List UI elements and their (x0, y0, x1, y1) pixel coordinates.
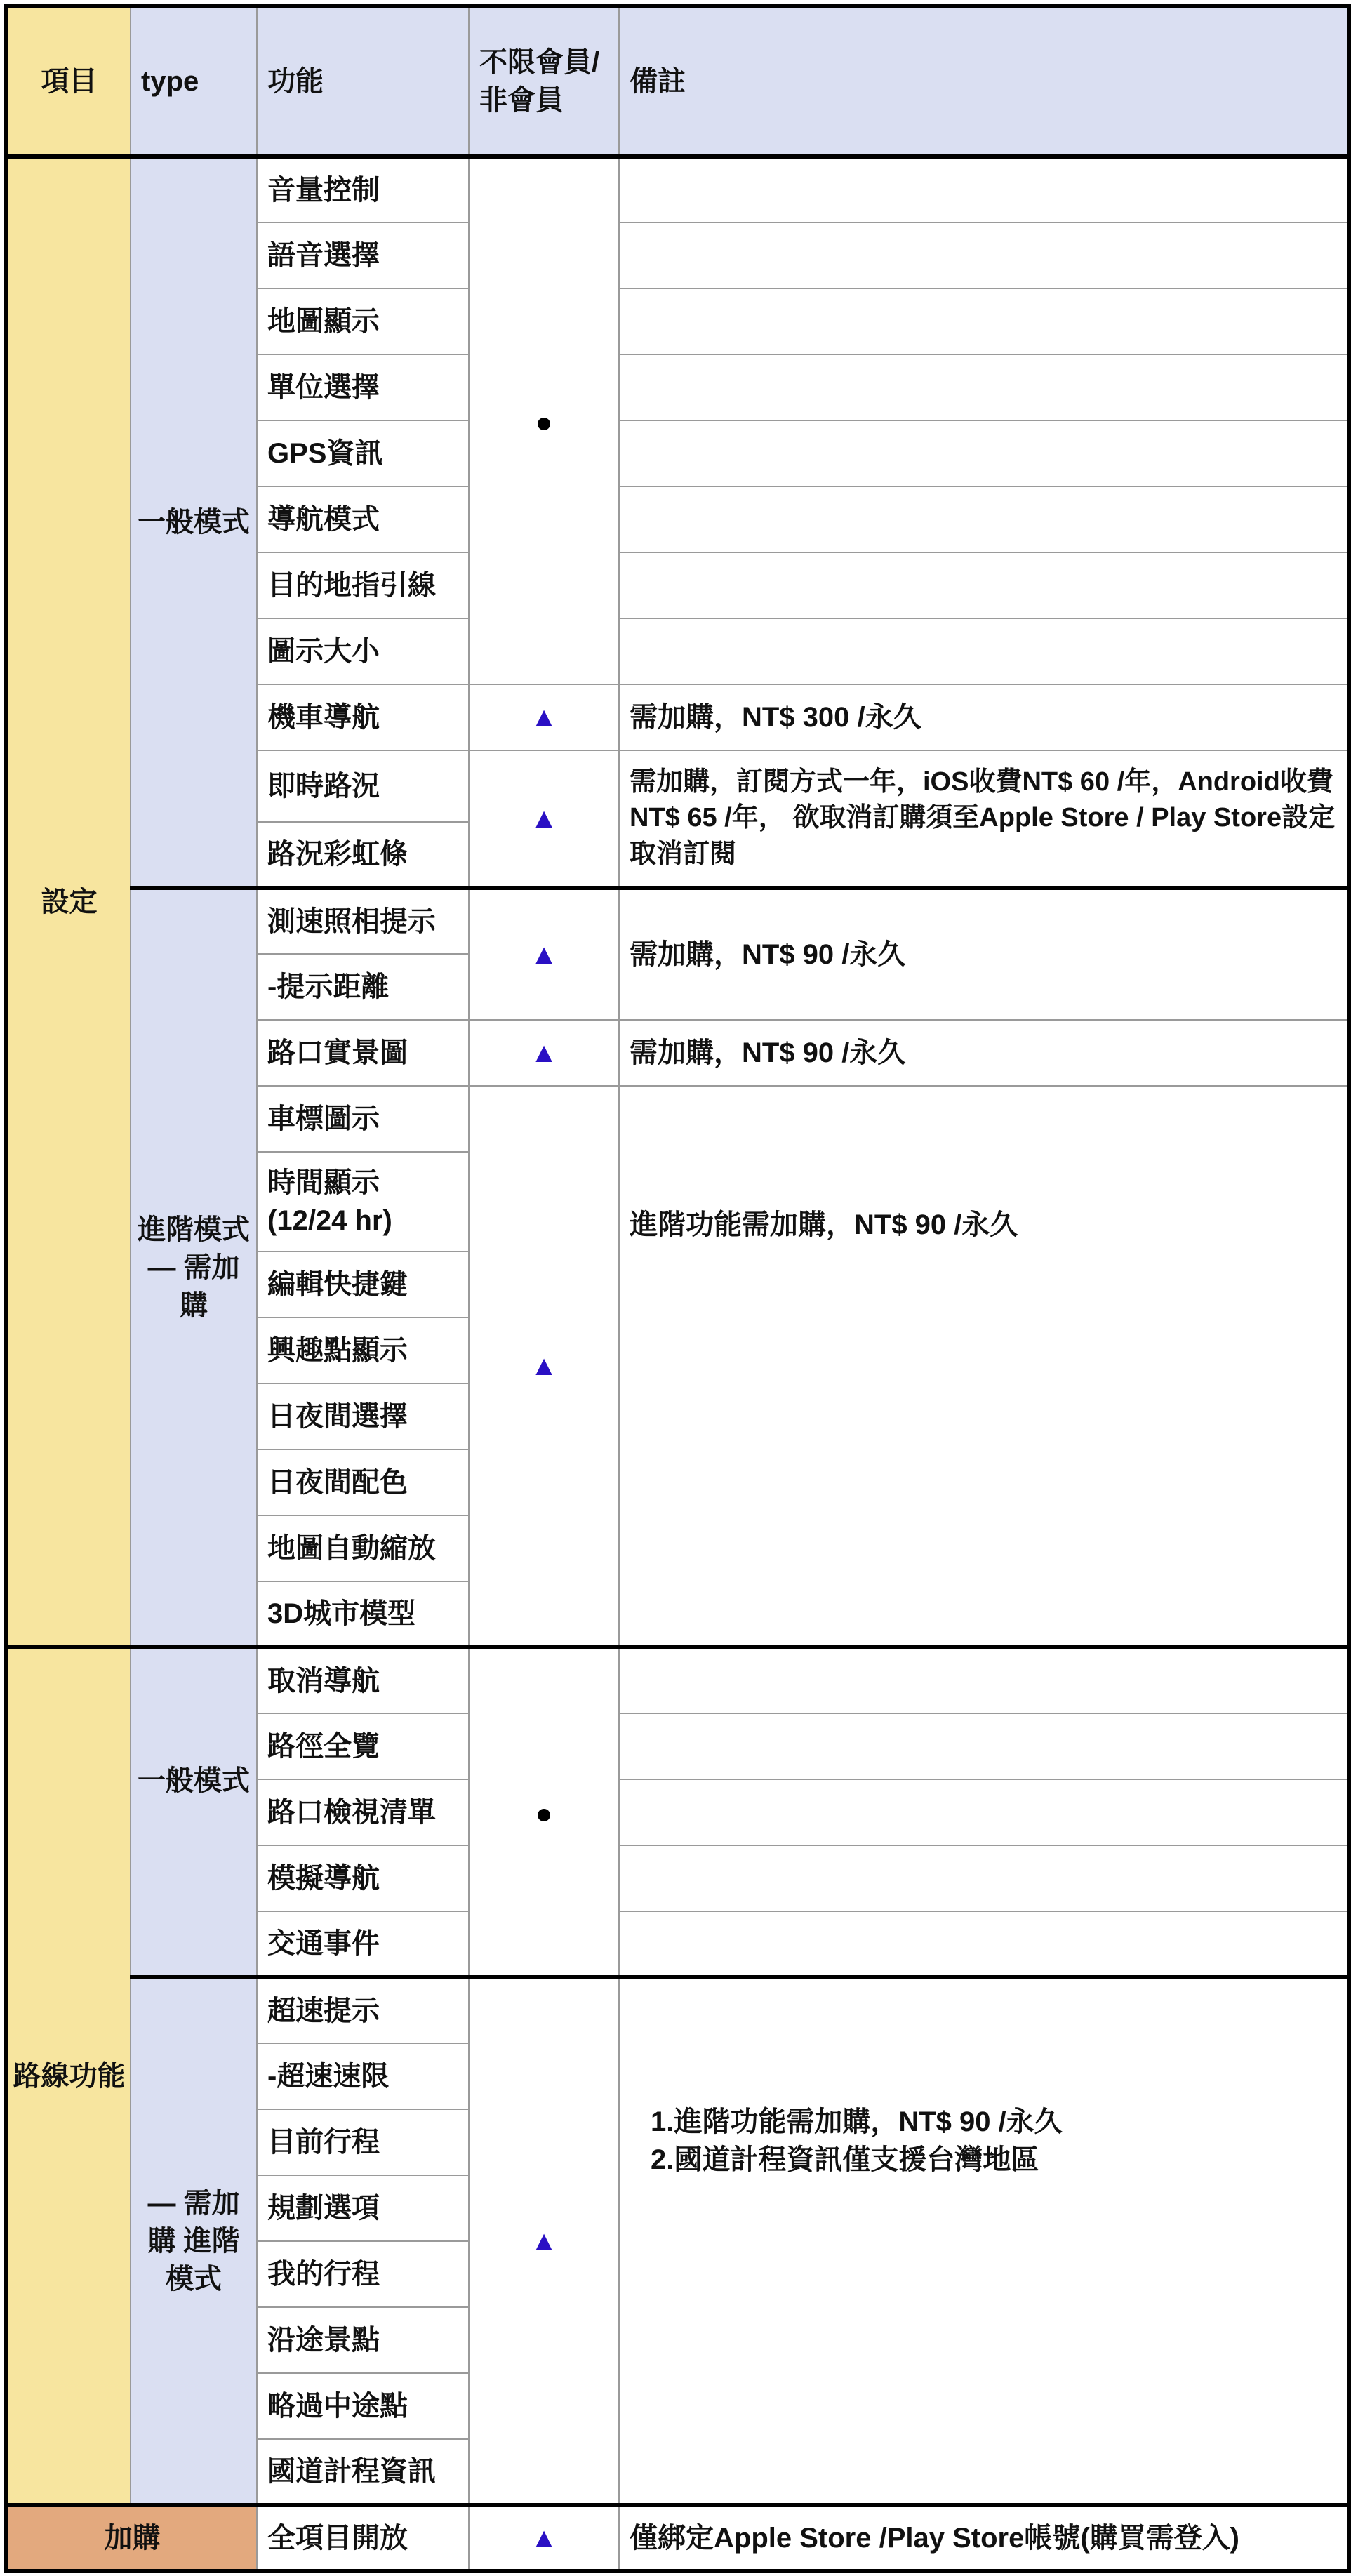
notes-cell (619, 157, 1349, 223)
addon-triangle-icon: ▲ (530, 939, 558, 970)
membership-cell (469, 1020, 619, 1086)
notes-cell (619, 1779, 1349, 1845)
notes-cell (619, 486, 1349, 552)
feature-cell: -提示距離 (257, 954, 469, 1020)
addon-triangle-icon: ▲ (530, 1350, 558, 1381)
type-route-general: 一般模式 (131, 1647, 257, 1977)
addon-triangle-icon: ▲ (530, 1037, 558, 1068)
feature-cell: 語音選擇 (257, 223, 469, 288)
category-route: 路線功能 (6, 1647, 131, 2505)
feature-cell: -超速速限 (257, 2043, 469, 2109)
header-notes: 備註 (619, 6, 1349, 157)
feature-cell: 日夜間配色 (257, 1449, 469, 1515)
feature-comparison-table (4, 4, 1351, 2573)
table-row (6, 888, 1349, 954)
feature-cell: 導航模式 (257, 486, 469, 552)
feature-cell: 音量控制 (257, 157, 469, 223)
notes-cell (619, 354, 1349, 420)
feature-cell: 規劃選項 (257, 2175, 469, 2241)
notes-cell: 需加購，NT$ 90 /永久 (619, 888, 1349, 1020)
feature-cell: 超速提示 (257, 1977, 469, 2043)
table-row (6, 1977, 1349, 2043)
feature-cell: 目的地指引線 (257, 552, 469, 618)
notes-cell (619, 552, 1349, 618)
feature-cell: 略過中途點 (257, 2373, 469, 2439)
type-settings-general: 一般模式 (131, 157, 257, 888)
included-dot-icon (538, 1809, 550, 1821)
feature-cell: 交通事件 (257, 1911, 469, 1977)
addon-triangle-icon: ▲ (530, 2523, 558, 2554)
feature-cell: 單位選擇 (257, 354, 469, 420)
feature-cell: 3D城市模型 (257, 1581, 469, 1647)
feature-cell: 圖示大小 (257, 618, 469, 684)
membership-cell (469, 1977, 619, 2505)
header-membership: 不限會員/非會員 (469, 6, 619, 157)
notes-cell (619, 1977, 1349, 2505)
membership-cell (469, 684, 619, 750)
membership-cell (469, 1086, 619, 1647)
feature-cell: 日夜間選擇 (257, 1383, 469, 1449)
feature-cell: 地圖顯示 (257, 288, 469, 354)
notes-cell (619, 1845, 1349, 1911)
header-item: 項目 (6, 6, 131, 157)
header-feature: 功能 (257, 6, 469, 157)
route-note-line-2: 2.國道計程資訊僅支援台灣地區 (651, 2144, 1039, 2175)
membership-cell (469, 888, 619, 1020)
addon-triangle-icon: ▲ (530, 2226, 558, 2257)
notes-cell (619, 288, 1349, 354)
feature-cell: 興趣點顯示 (257, 1317, 469, 1383)
notes-cell (619, 1911, 1349, 1977)
header-type: type (131, 6, 257, 157)
type-settings-advanced: 進階模式 — 需加購 (131, 888, 257, 1647)
feature-cell: 目前行程 (257, 2109, 469, 2175)
membership-cell (469, 1647, 619, 1977)
feature-cell: 即時路況 (257, 750, 469, 822)
membership-cell (469, 157, 619, 684)
feature-cell: 編輯快捷鍵 (257, 1252, 469, 1317)
type-route-advanced: — 需加購 進階模式 (131, 1977, 257, 2505)
feature-cell: 全項目開放 (257, 2505, 469, 2571)
route-note-line-1: 1.進階功能需加購，NT$ 90 /永久 (651, 2106, 1063, 2137)
membership-cell (469, 2505, 619, 2571)
feature-cell: 取消導航 (257, 1647, 469, 1713)
category-addon: 加購 (6, 2505, 257, 2571)
feature-cell: 車標圖示 (257, 1086, 469, 1152)
notes-cell: 需加購，NT$ 300 /永久 (619, 684, 1349, 750)
notes-cell (619, 420, 1349, 486)
feature-cell: 時間顯示 (12/24 hr) (257, 1152, 469, 1252)
notes-cell (619, 223, 1349, 288)
feature-cell: 測速照相提示 (257, 888, 469, 954)
addon-triangle-icon: ▲ (530, 803, 558, 834)
table-row (6, 157, 1349, 223)
notes-cell: 需加購，訂閱方式一年，iOS收費NT$ 60 /年，Android收費NT$ 65 /年， 欲取消訂購須至Apple Store / Play Store設定取消訂閱 (619, 750, 1349, 888)
feature-cell: 路徑全覽 (257, 1713, 469, 1779)
notes-cell (619, 1713, 1349, 1779)
feature-cell: 模擬導航 (257, 1845, 469, 1911)
feature-cell: GPS資訊 (257, 420, 469, 486)
table-row (6, 1647, 1349, 1713)
notes-cell: 需加購，NT$ 90 /永久 (619, 1020, 1349, 1086)
notes-cell (619, 618, 1349, 684)
feature-cell: 路況彩虹條 (257, 822, 469, 888)
feature-cell: 路口實景圖 (257, 1020, 469, 1086)
category-settings: 設定 (6, 157, 131, 1647)
table-row (6, 2505, 1349, 2571)
notes-cell (619, 1647, 1349, 1713)
header-row (6, 6, 1349, 157)
feature-cell: 我的行程 (257, 2241, 469, 2307)
included-dot-icon (538, 418, 550, 430)
feature-cell: 路口檢視清單 (257, 1779, 469, 1845)
notes-cell: 進階功能需加購，NT$ 90 /永久 (619, 1086, 1349, 1647)
feature-cell: 地圖自動縮放 (257, 1515, 469, 1581)
membership-cell (469, 750, 619, 888)
addon-triangle-icon: ▲ (530, 702, 558, 733)
feature-cell: 沿途景點 (257, 2307, 469, 2373)
feature-cell: 國道計程資訊 (257, 2439, 469, 2505)
feature-cell: 機車導航 (257, 684, 469, 750)
notes-cell: 僅綁定Apple Store /Play Store帳號(購買需登入) (619, 2505, 1349, 2571)
